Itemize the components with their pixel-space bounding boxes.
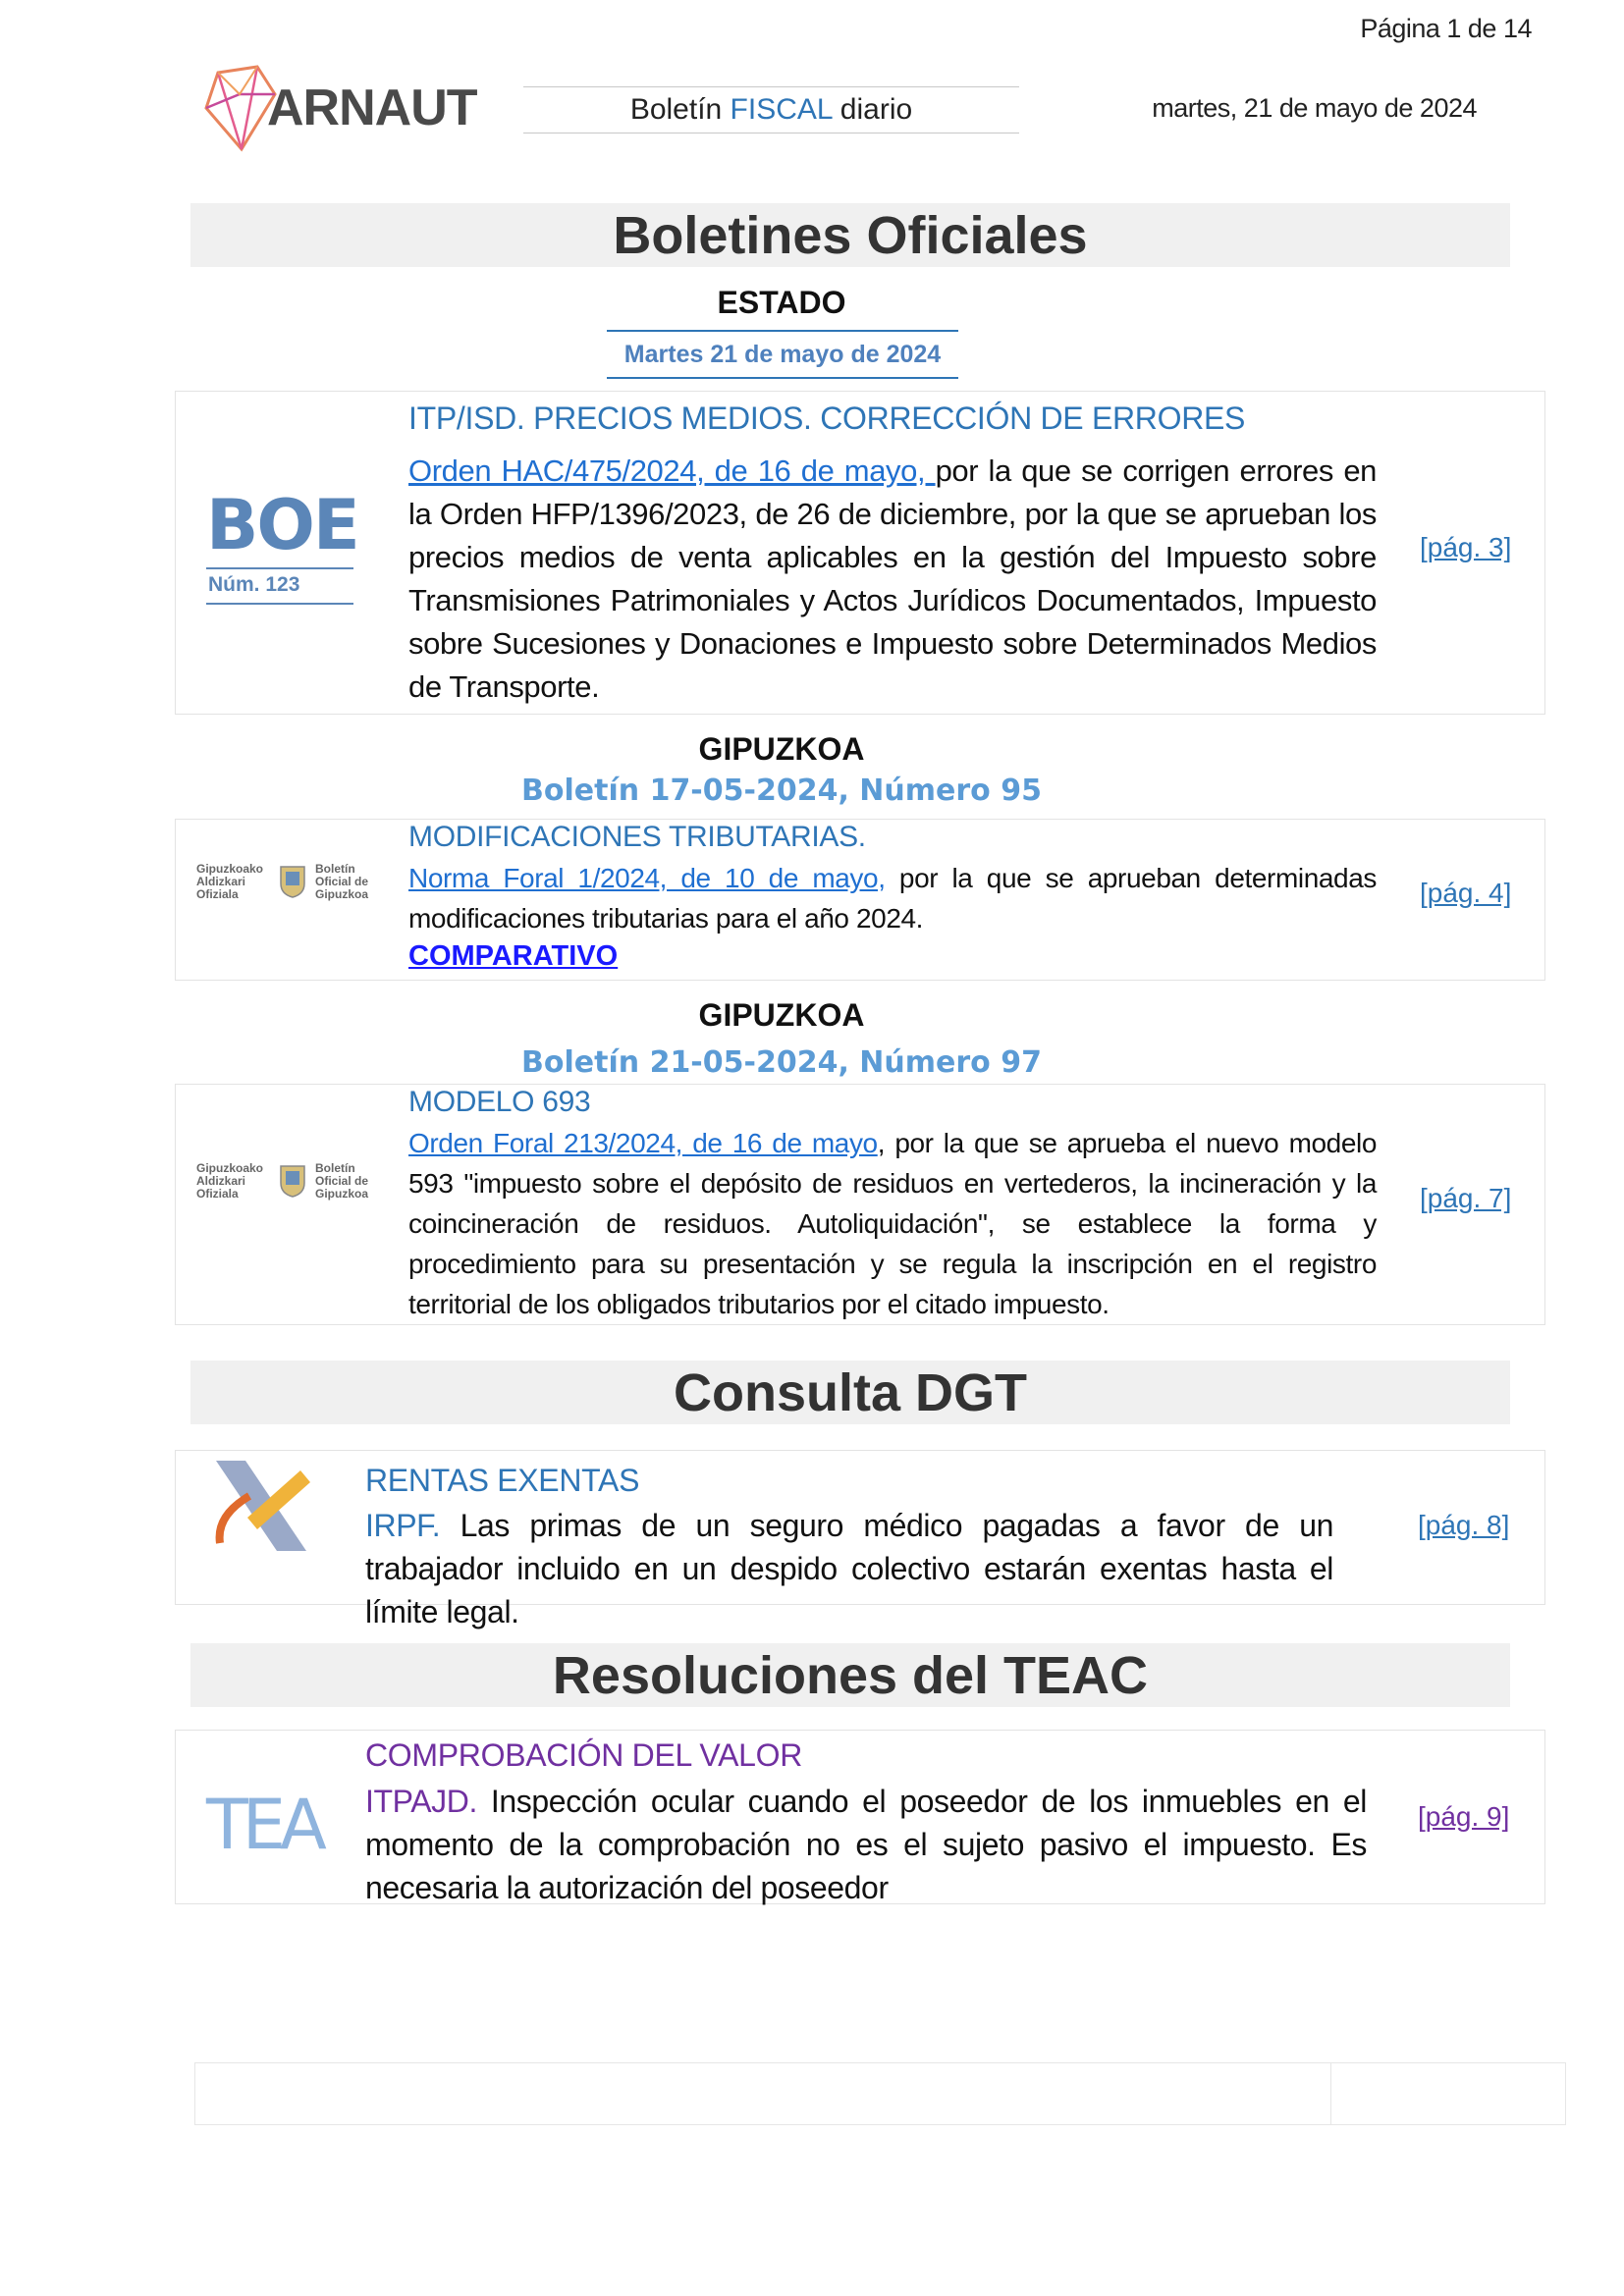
arnaut-logo [200, 65, 477, 153]
page-link[interactable]: [pág. 7] [1420, 1183, 1512, 1213]
section-title-dgt: Consulta DGT [190, 1361, 1510, 1424]
bulletin-number: Boletín 21-05-2024, Número 97 [521, 1045, 1042, 1080]
tea-logo-text: TEA [206, 1785, 321, 1865]
entry-body: Orden HAC/475/2024, de 16 de mayo, por la que se corrigen errores en la Orden HFP/1396/2023, de 26 de diciembre, por la que se aprueban los precios medios de venta aplicables en la gestión del Impuesto sobre Transmisiones Patrimoniales y Actos Jurídicos Documentados, Impuesto sobre Sucesiones y Donaciones e Impuesto sobre Determinados Medios de Transporte. [408, 454, 1377, 704]
header-date: martes, 21 de mayo de 2024 [1152, 93, 1477, 123]
gipuzkoa-logo: Gipuzkoako Aldizkari Ofiziala Boletín Oficial de Gipuzkoa [196, 861, 369, 901]
boe-logo-text: BOE [206, 485, 358, 565]
entry-body: Norma Foral 1/2024, de 10 de mayo, por la que se aprueban determinadas modificaciones tributarias para el año 2024. [408, 863, 1378, 934]
coat-of-arms-icon [278, 1163, 307, 1199]
norma-link[interactable]: Norma Foral 1/2024, de 10 de mayo, [408, 863, 886, 893]
entry-title: RENTAS EXENTAS [365, 1463, 640, 1498]
page-link[interactable]: [pág. 9] [1418, 1801, 1510, 1832]
comparativo-link[interactable]: COMPARATIVO [408, 940, 619, 972]
page-footer [194, 2062, 1566, 2125]
section-title-boletines: Boletines Oficiales [190, 203, 1510, 267]
entry-title: MODIFICACIONES TRIBUTARIAS. [408, 821, 866, 853]
entry-title: ITP/ISD. PRECIOS MEDIOS. CORRECCIÓN DE ERRORES [408, 400, 1246, 436]
entry-body: IRPF. Las primas de un seguro médico pagadas a favor de un trabajador incluido en un despido colectivo estarán exentas hasta el límite legal. [365, 1508, 1333, 1629]
page-link[interactable]: [pág. 4] [1420, 878, 1512, 908]
region-gipuzkoa: GIPUZKOA [698, 731, 865, 767]
order-link[interactable]: Orden HAC/475/2024, de 16 de mayo, [408, 454, 936, 488]
bulletin-number: Boletín 17-05-2024, Número 95 [521, 774, 1042, 808]
page-link[interactable]: [pág. 3] [1420, 532, 1512, 562]
region-estado: ESTADO [717, 285, 846, 320]
boe-logo [206, 485, 358, 605]
page-number: Página 1 de 14 [1360, 14, 1532, 43]
entry-body: Orden Foral 213/2024, de 16 de mayo, por la que se aprueba el nuevo modelo 593 "impuesto sobre el depósito de residuos en vertederos, la incineración y la coincineración de residuos. Autoliquidación", se establece la forma y procedimiento para su presentación y se regula la inscripción en el registro territorial de los obligados tributarios por el citado impuesto. [408, 1128, 1377, 1319]
entry-body: ITPAJD. Inspección ocular cuando el poseedor de los inmuebles en el momento de la comprobación no es el sujeto pasivo el impuesto. Es necesaria la autorización del poseedor [365, 1784, 1367, 1905]
aeat-logo-icon [206, 1459, 314, 1555]
newsletter-title: Boletín FISCAL diario [523, 86, 1019, 133]
brand-name: ARNAUT [267, 80, 477, 136]
entry-title: COMPROBACIÓN DEL VALOR [365, 1737, 803, 1773]
entry-title: MODELO 693 [408, 1086, 591, 1118]
orden-foral-link[interactable]: Orden Foral 213/2024, de 16 de mayo [408, 1128, 878, 1158]
boe-number: Núm. 123 [206, 567, 353, 605]
gipuzkoa-logo: Gipuzkoako Aldizkari Ofiziala Boletín Oficial de Gipuzkoa [196, 1160, 369, 1201]
estado-date: Martes 21 de mayo de 2024 [607, 330, 958, 379]
coat-of-arms-icon [278, 864, 307, 899]
section-title-teac: Resoluciones del TEAC [190, 1643, 1510, 1707]
region-gipuzkoa: GIPUZKOA [698, 997, 865, 1033]
page-link[interactable]: [pág. 8] [1418, 1510, 1510, 1540]
